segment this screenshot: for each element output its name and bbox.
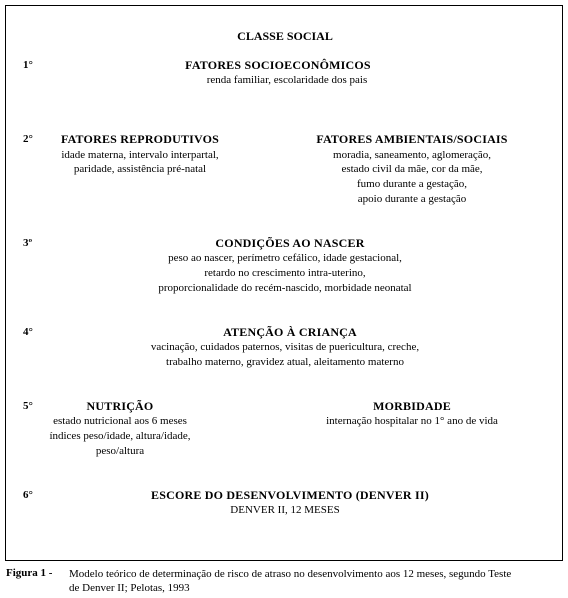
level-4-marker: 4° (23, 326, 33, 338)
development-score-heading: ESCORE DO DESENVOLVIMENTO (DENVER II) (151, 488, 429, 502)
environmental-line: estado civil da mãe, cor da mãe, (341, 163, 483, 175)
birth-conditions-line: retardo no crescimento intra-uterino, (204, 267, 366, 279)
level-1-marker: 1° (23, 59, 33, 71)
nutrition-line: estado nutricional aos 6 meses (53, 415, 187, 427)
reproductive-line: idade materna, intervalo interpartal, (61, 149, 219, 161)
environmental-heading: FATORES AMBIENTAIS/SOCIAIS (316, 132, 508, 146)
environmental-line: apoio durante a gestação (357, 193, 467, 205)
level-6-marker: 6° (23, 489, 33, 501)
reproductive-line: paridade, assistência pré-natal (73, 163, 207, 175)
diagram-title: CLASSE SOCIAL (237, 29, 333, 43)
level-2-marker: 2° (23, 133, 33, 145)
figure-label: Figura 1 - (6, 567, 53, 579)
birth-conditions-heading: CONDIÇÕES AO NASCER (215, 236, 365, 250)
child-care-line: vacinação, cuidados paternos, visitas de puericultura, creche, (150, 341, 420, 353)
level-3-marker: 3º (23, 237, 33, 249)
nutrition-line: peso/altura (95, 445, 145, 457)
morbidity-heading: MORBIDADE (373, 399, 451, 413)
figure-caption: Modelo teórico de determinação de risco de atraso no desenvolvimento aos 12 meses, segundo Teste (69, 568, 512, 580)
development-score-line: DENVER II, 12 MESES (230, 504, 340, 516)
child-care-heading: ATENÇÃO À CRIANÇA (223, 325, 357, 339)
socioeconomic-heading: FATORES SOCIOECONÔMICOS (185, 58, 371, 72)
nutrition-line: índices peso/idade, altura/idade, (49, 430, 191, 442)
reproductive-heading: FATORES REPRODUTIVOS (60, 132, 220, 146)
child-care-line: trabalho materno, gravidez atual, aleitamento materno (166, 356, 404, 368)
figure-caption: de Denver II; Pelotas, 1993 (69, 582, 190, 594)
environmental-line: moradia, saneamento, aglomeração, (333, 149, 491, 161)
birth-conditions-line: peso ao nascer, perímetro cefálico, idade gestacional, (168, 252, 402, 264)
level-5-marker: 5° (23, 400, 33, 412)
environmental-line: fumo durante a gestação, (357, 178, 467, 190)
nutrition-heading: NUTRIÇÃO (86, 399, 154, 413)
birth-conditions-line: proporcionalidade do recém-nascido, morbidade neonatal (158, 282, 412, 294)
socioeconomic-line: renda familiar, escolaridade dos pais (206, 74, 368, 86)
morbidity-line: internação hospitalar no 1° ano de vida (326, 415, 498, 427)
